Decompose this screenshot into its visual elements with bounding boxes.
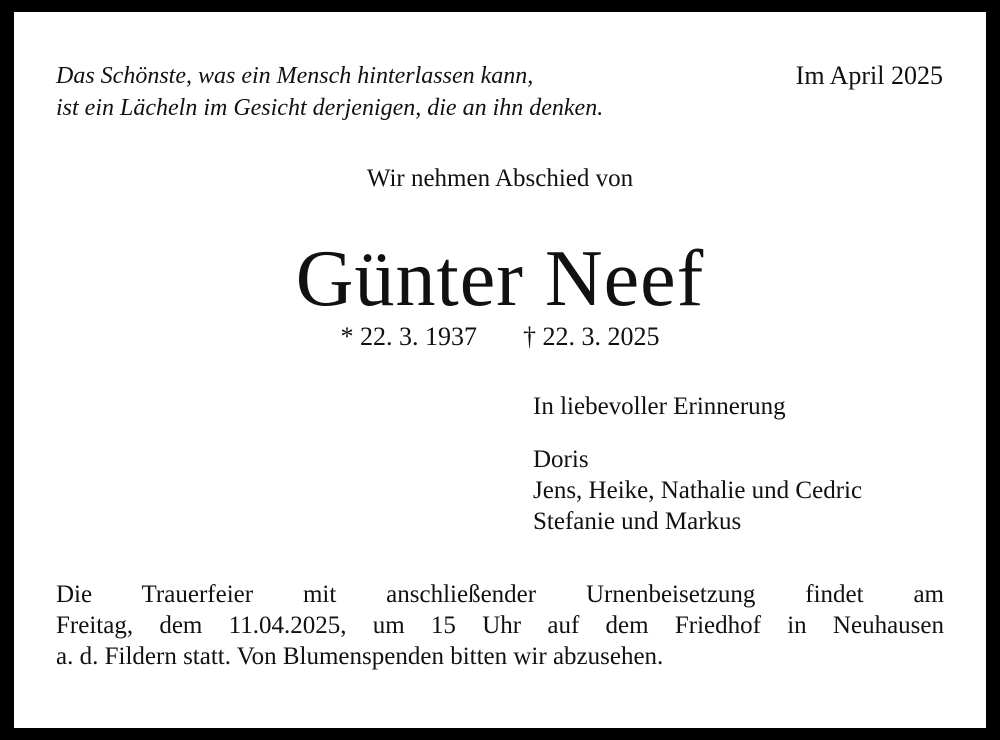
family-member: Doris	[533, 446, 589, 473]
family-member: Stefanie und Markus	[533, 508, 742, 535]
family-list	[533, 444, 862, 537]
publication-date: Im April 2025	[795, 61, 943, 90]
deceased-name: Günter Neef	[295, 235, 705, 323]
quote-line-2: ist ein Lächeln im Gesicht derjenigen, die an ihn denken.	[56, 95, 604, 121]
farewell-intro: Wir nehmen Abschied von	[366, 165, 634, 192]
family-member: Jens, Heike, Nathalie und Cedric	[533, 477, 863, 504]
birth-date: * 22. 3. 1937	[340, 322, 477, 351]
quote-line-1: Das Schönste, was ein Mensch hinterlassen kann,	[56, 63, 534, 89]
life-dates	[14, 320, 986, 354]
death-date: † 22. 3. 2025	[523, 322, 660, 351]
ceremony-line-3: a. d. Fildern statt. Von Blumenspenden bitten wir abzusehen.	[56, 643, 664, 670]
ceremony-info	[56, 579, 944, 672]
ceremony-line-1: Die Trauerfeier mit anschließender Urnenbeisetzung findet am	[56, 581, 944, 608]
obituary-notice	[14, 12, 986, 728]
ceremony-line-2: Freitag, dem 11.04.2025, um 15 Uhr auf dem Friedhof in Neuhausen	[56, 612, 944, 639]
memory-line: In liebevoller Erinnerung	[533, 393, 786, 420]
memorial-quote	[56, 60, 603, 124]
